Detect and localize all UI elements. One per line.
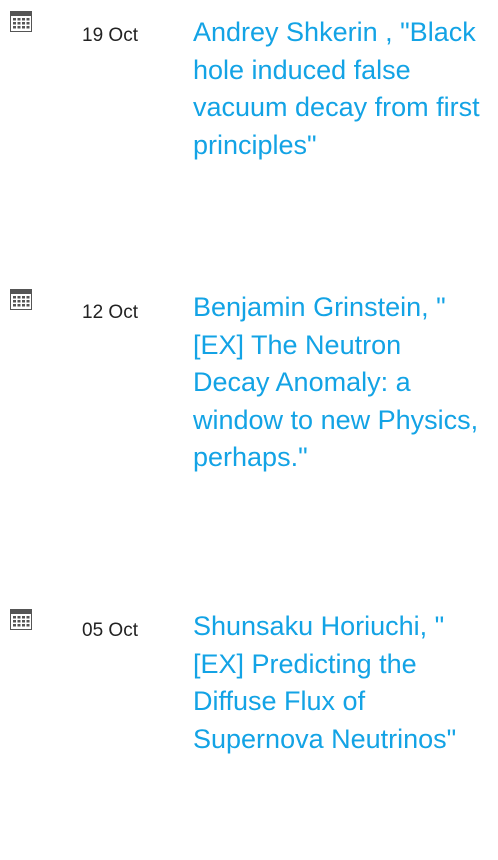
calendar-icon (10, 11, 32, 32)
event-date: 05 Oct (82, 620, 138, 641)
calendar-icon (10, 289, 32, 310)
event-title-link[interactable]: Benjamin Grinstein, "[EX] The Neutron Decay Anomaly: a window to new Physics, perhaps." (193, 292, 479, 472)
event-title-link[interactable]: Andrey Shkerin , "Black hole induced false vacuum decay from first principles" (193, 17, 480, 160)
calendar-icon (10, 609, 32, 630)
event-title-link[interactable]: Shunsaku Horiuchi, "[EX] Predicting the Diffuse Flux of Supernova Neutrinos" (193, 611, 457, 754)
event-date: 12 Oct (82, 302, 138, 323)
event-date: 19 Oct (82, 25, 138, 46)
